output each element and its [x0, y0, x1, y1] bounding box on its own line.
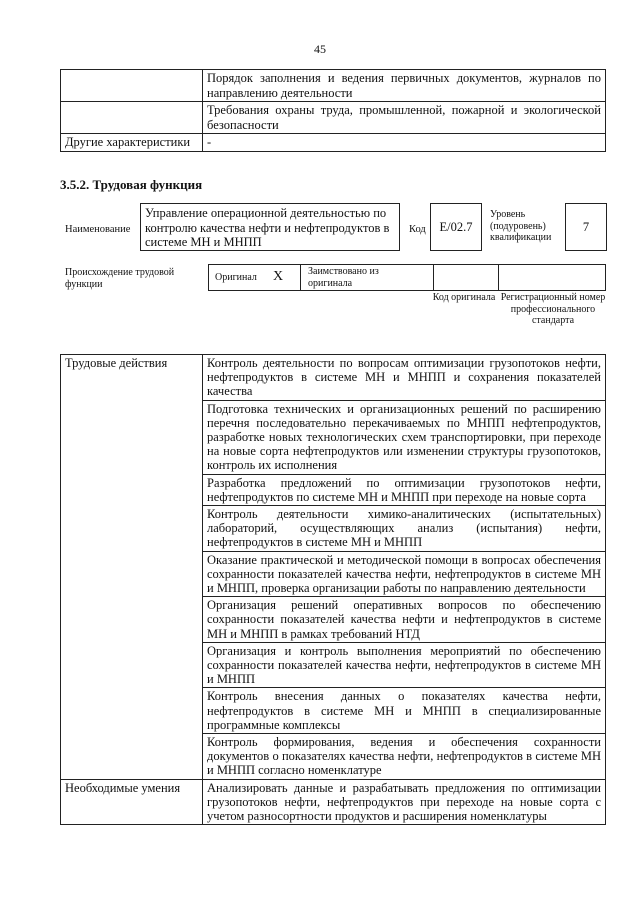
original-mark: X: [273, 269, 284, 284]
table-row: [61, 134, 606, 152]
row-label: Другие характеристики: [61, 134, 203, 152]
row-text: Порядок заполнения и ведения первичных документов, журналов по направлению деятельности: [203, 70, 606, 102]
table-row: [61, 355, 606, 401]
divider: [300, 265, 301, 290]
row-label: [61, 70, 203, 102]
labor-action: Подготовка технических и организационных решений по расширению перечня последовательно перекачиваемых по МНПП нефтепродуктов, разработке новых технологических схем транспортировки, при переходе на новые сорта нефтепродуктов или изменении структуры грузопотоков, контроль их исполнения: [203, 400, 606, 474]
original-label: Оригинал: [215, 272, 257, 283]
reg-caption: Регистрационный номер профессионального стандарта: [500, 292, 606, 326]
labor-action: Контроль деятельности химико-аналитических (испытательных) лабораторий, осуществляющих анализ (испытания) нефти, нефтепродуктов в системе МН и МНПП: [203, 506, 606, 552]
code-caption: Код оригинала: [432, 292, 496, 303]
origin-box: [208, 264, 606, 291]
name-label: Наименование: [65, 224, 131, 235]
qualification-level: 7: [565, 203, 607, 251]
function-table: [60, 354, 606, 825]
labor-action: Организация решений оперативных вопросов по обеспечению сохранности показателей качества нефти и нефтепродуктов в системе МН и МНПП в рамках требований НТД: [203, 597, 606, 643]
requirements-table: [60, 69, 606, 152]
skill: Анализировать данные и разрабатывать предложения по оптимизации грузопотоков нефти, нефтепродуктов при переходе на новые сорта с учетом разносортности продуктов и расширения номенклатуры: [203, 779, 606, 825]
labor-action: Контроль формирования, ведения и обеспечения сохранности документов о показателях качества нефти, нефтепродуктов в системе МН и МНПП согласно номенклатуре: [203, 734, 606, 780]
labor-action: Контроль деятельности по вопросам оптимизации грузопотоков нефти, нефтепродуктов в системе МН и МНПП и сохранения показателей качества: [203, 355, 606, 401]
skills-label: Необходимые умения: [61, 779, 203, 825]
origin-label: Происхождение трудовой функции: [65, 267, 175, 290]
labor-action: Контроль внесения данных о показателях качества нефти, нефтепродуктов в системе МН и МНПП в специализированные программные комплексы: [203, 688, 606, 734]
row-label: [61, 102, 203, 134]
labor-action: Организация и контроль выполнения мероприятий по обеспечению сохранности показателей качества нефти, нефтепродуктов в системе МН и МНПП: [203, 642, 606, 688]
page-number: 45: [314, 42, 326, 56]
section-title: 3.5.2. Трудовая функция: [60, 177, 203, 192]
divider: [498, 265, 499, 290]
row-text: Требования охраны труда, промышленной, пожарной и экологической безопасности: [203, 102, 606, 134]
function-code: E/02.7: [430, 203, 482, 251]
table-row: [61, 70, 606, 102]
code-label: Код: [409, 224, 426, 235]
divider: [433, 265, 434, 290]
labor-actions-label: Трудовые действия: [61, 355, 203, 780]
borrowed-label: Заимствовано из оригинала: [308, 266, 379, 289]
level-label: Уровень (подуровень) квалификации: [490, 209, 552, 243]
table-row: [61, 779, 606, 825]
row-text: -: [203, 134, 606, 152]
labor-action: Оказание практической и методической помощи в вопросах обеспечения сохранности показателей качества нефти, нефтепродуктов в системе МН и МНПП, проверка организации работы по направлению деятельности: [203, 551, 606, 597]
function-name: Управление операционной деятельностью по контролю качества нефти и нефтепродуктов в системе МН и МНПП: [140, 203, 400, 251]
table-row: [61, 102, 606, 134]
labor-action: Разработка предложений по оптимизации грузопотоков нефти, нефтепродуктов по системе МН и МНПП при переходе на новые сорта: [203, 474, 606, 505]
